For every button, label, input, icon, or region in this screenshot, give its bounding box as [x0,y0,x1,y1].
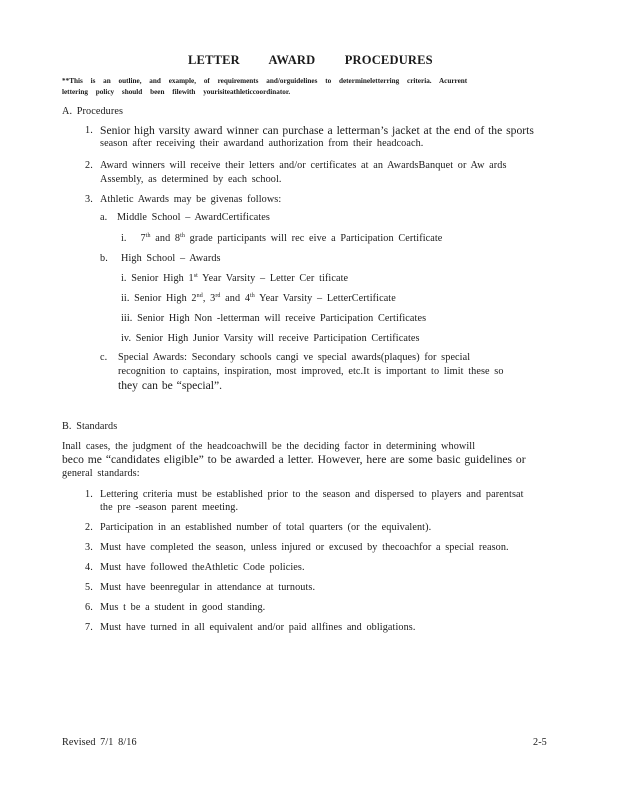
list-item-number: 6. [85,602,93,613]
sub-sublist-item: i. Senior High 1st Year Varsity – Letter Cer tificate [121,273,349,284]
list-item-number: 1. [85,489,93,500]
list-item-number: 4. [85,562,93,573]
page-number: 2-5 [533,737,547,748]
sublist-text: they can be “special”. [118,379,223,392]
list-item-text: Senior high varsity award winner can purchase a letterman’s jacket at the end of the sports [100,124,534,137]
sub-sublist-item: ii. Senior High 2nd, 3rd and 4th Year Varsity – LetterCertificate [121,293,396,304]
sub-sublist-item: iv. Senior High Junior Varsity will receive Participation Certificates [121,333,420,344]
list-item-number: 2. [85,160,93,171]
list-item-text: Must have completed the season, unless injured or excused by thecoachfor a special reason. [100,542,509,553]
list-item-number: 1. [85,125,93,136]
disclaimer-note-line-1: **This is an outline, and example, of requirements and/orguidelines to determineletterring criteria. Acurrent [62,77,468,85]
list-item-text: Athletic Awards may be givenas follows: [100,194,282,205]
sublist-text: Middle School – AwardCertificates [117,212,270,223]
list-item-text: Must have followed theAthletic Code policies. [100,562,305,573]
list-item-text: Participation in an established number of total quarters (or the equivalent). [100,522,432,533]
list-item-text: the pre -season parent meeting. [100,502,239,513]
list-item-number: 3. [85,194,93,205]
sublist-label: c. [100,352,108,363]
list-item-text: Must have turned in all equivalent and/or paid allfines and obligations. [100,622,416,633]
sublist-text: Special Awards: Secondary schools cangi ve special awards(plaques) for special [118,352,471,363]
list-item-text: Lettering criteria must be established prior to the season and dispersed to players and parentsat [100,489,524,500]
page-title: LETTER AWARD PROCEDURES [188,53,433,67]
paragraph-line: general standards: [62,468,140,479]
paragraph-line: beco me “candidates eligible” to be awarded a letter. However, here are some basic guidelines or [62,453,526,466]
sublist-text: High School – Awards [121,253,221,264]
list-item-text: season after receiving their awardand authorization from their headcoach. [100,138,424,149]
section-a-heading: A. Procedures [62,106,124,117]
paragraph-line: Inall cases, the judgment of the headcoachwill be the deciding factor in determining whowill [62,441,476,452]
sub-sublist-item: i. 7th and 8th grade participants will rec eive a Participation Certificate [121,233,443,244]
sublist-text: recognition to captains, inspiration, most improved, etc.It is important to limit these so [118,366,504,377]
sub-sublist-item: iii. Senior High Non -letterman will receive Participation Certificates [121,313,427,324]
sublist-label: b. [100,253,108,264]
revised-date: Revised 7/1 8/16 [62,737,137,748]
disclaimer-note-line-2: lettering policy should been filewith yourisiteathleticcoordinator. [62,88,291,96]
section-b-heading: B. Standards [62,421,118,432]
sublist-label: a. [100,212,108,223]
list-item-number: 2. [85,522,93,533]
list-item-text: Award winners will receive their letters and/or certificates at an AwardsBanquet or Aw ards [100,160,507,171]
list-item-number: 7. [85,622,93,633]
list-item-number: 5. [85,582,93,593]
list-item-number: 3. [85,542,93,553]
list-item-text: Mus t be a student in good standing. [100,602,266,613]
list-item-text: Must have beenregular in attendance at turnouts. [100,582,316,593]
list-item-text: Assembly, as determined by each school. [100,174,282,185]
